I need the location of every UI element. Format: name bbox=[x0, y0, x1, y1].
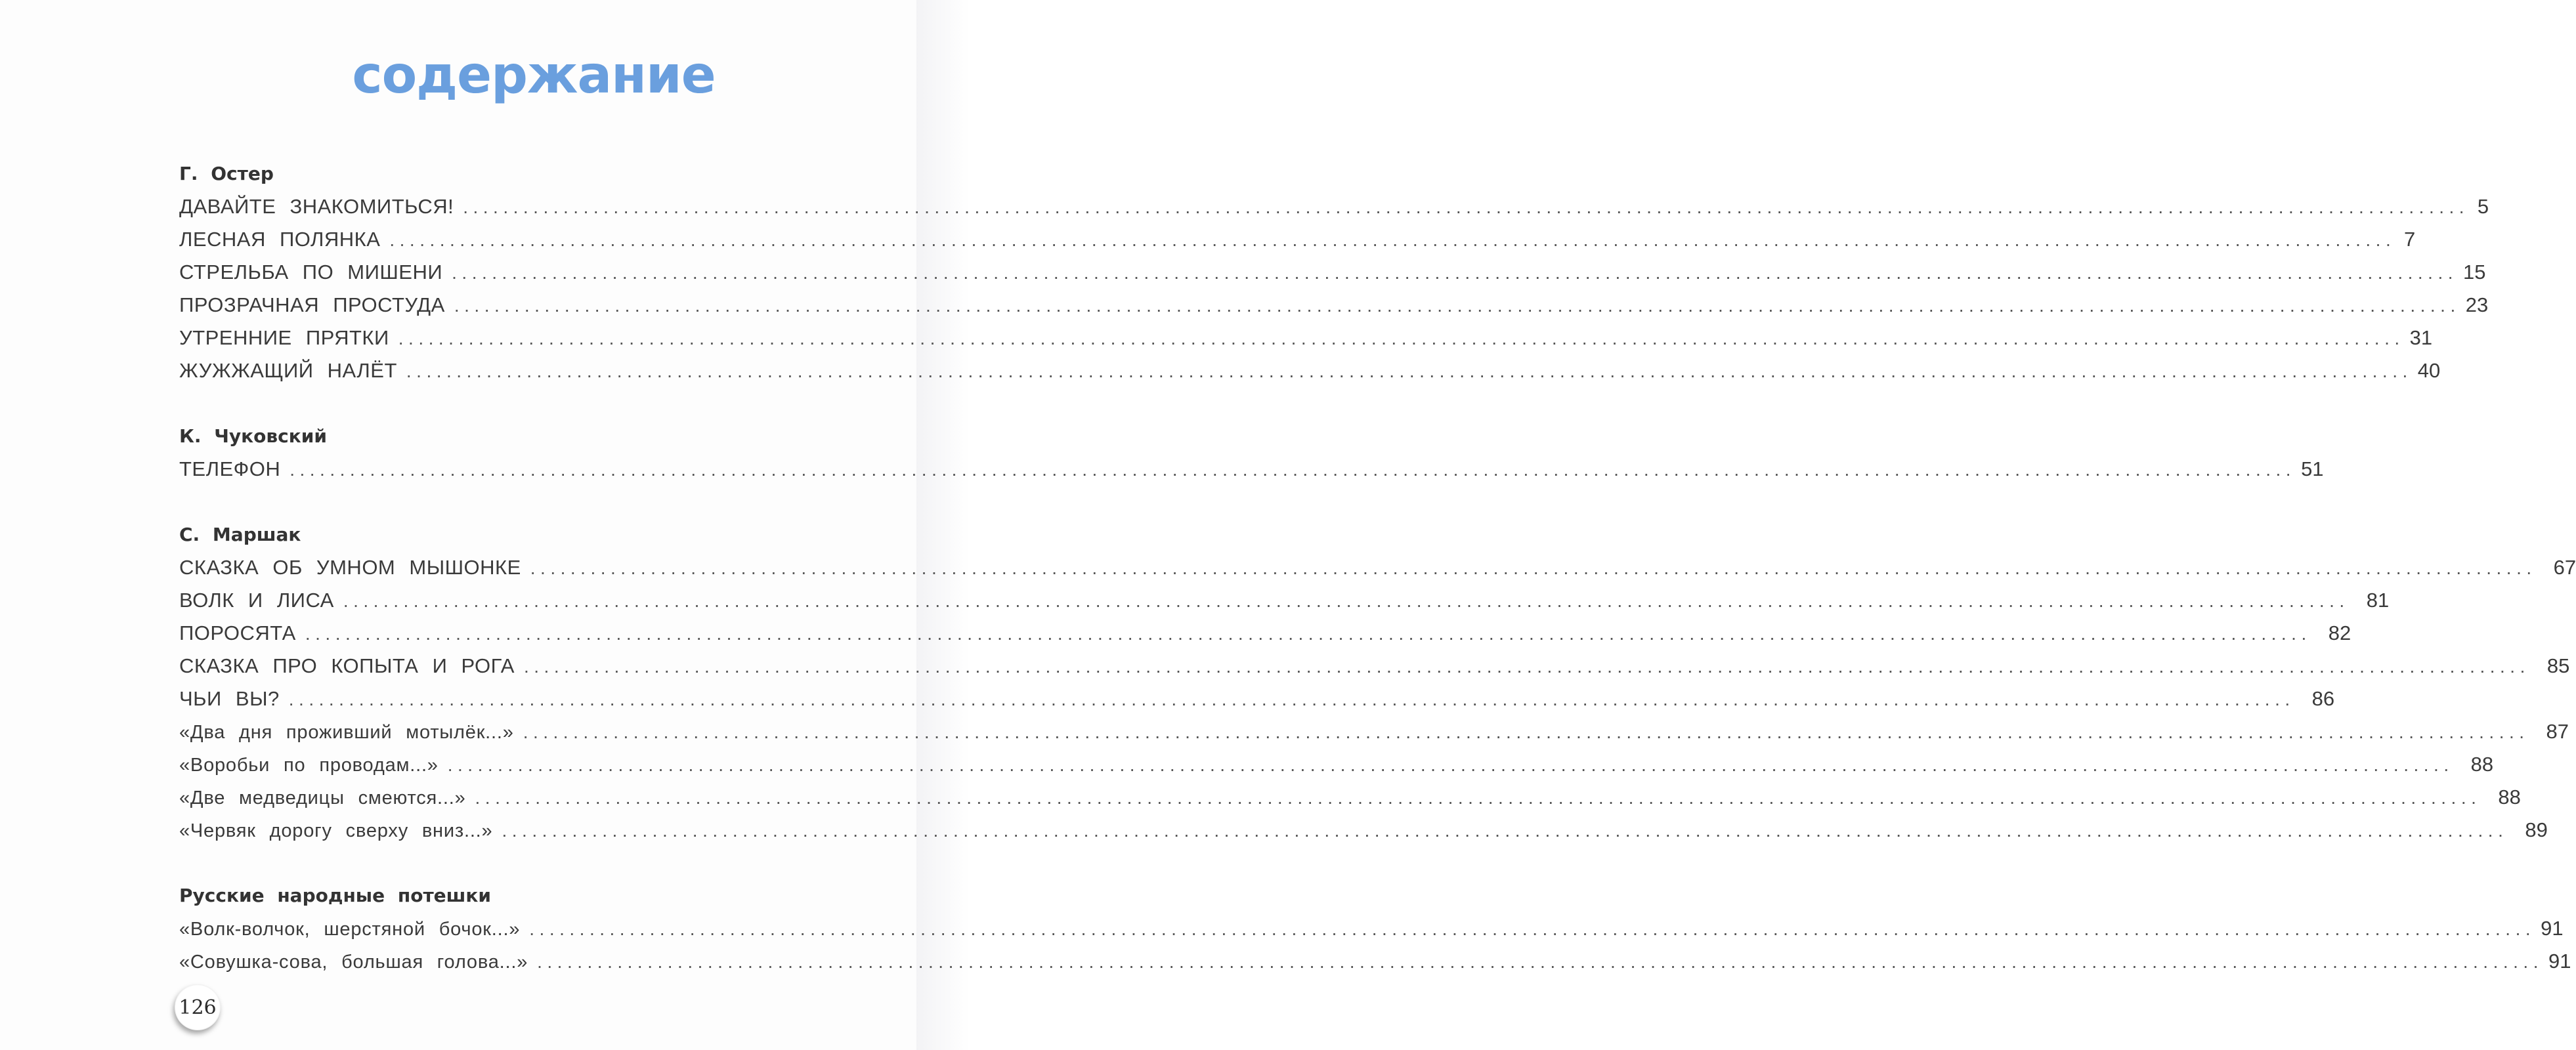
dot-leader: ........................................................................................................................................................................................................ bbox=[523, 656, 2530, 677]
dot-leader: ........................................................................................................................................................................................................ bbox=[475, 788, 2481, 808]
table-of-contents bbox=[179, 158, 2576, 978]
entry-page: 85 bbox=[2546, 654, 2570, 677]
entry-page: 51 bbox=[2301, 457, 2324, 480]
entry-page: 88 bbox=[2498, 786, 2521, 808]
toc-entry bbox=[179, 354, 2441, 387]
toc-entry bbox=[179, 322, 2433, 354]
entry-title: СКАЗКА ПРО КОПЫТА И РОГА bbox=[179, 654, 515, 677]
toc-entry bbox=[179, 617, 2351, 650]
entry-title: «Два дня проживший мотылёк...» bbox=[179, 722, 514, 743]
dot-leader: ........................................................................................................................................................................................................ bbox=[406, 361, 2413, 381]
toc-entry bbox=[179, 912, 2564, 945]
entry-title: ЖУЖЖАЩИЙ НАЛЁТ bbox=[179, 359, 397, 382]
page-edge bbox=[916, 0, 1050, 1050]
toc-entry bbox=[179, 945, 2571, 978]
entry-page: 81 bbox=[2366, 589, 2390, 612]
dot-leader: ........................................................................................................................................................................................................ bbox=[502, 820, 2508, 841]
section-author: С. Маршак bbox=[179, 524, 301, 545]
entry-page: 67 bbox=[2553, 556, 2576, 579]
entry-title: ЛЕСНАЯ ПОЛЯНКА bbox=[179, 228, 381, 251]
toc-entry bbox=[179, 190, 2489, 223]
entry-page: 82 bbox=[2328, 621, 2351, 644]
dot-leader: ........................................................................................................................................................................................................ bbox=[447, 755, 2454, 775]
dot-leader: ........................................................................................................................................................................................................ bbox=[454, 295, 2460, 316]
dot-leader: ........................................................................................................................................................................................................ bbox=[530, 558, 2537, 578]
toc-entry bbox=[179, 584, 2390, 617]
entry-page: 87 bbox=[2546, 720, 2569, 743]
dot-leader: ........................................................................................................................................................................................................ bbox=[305, 623, 2311, 644]
dot-leader: ........................................................................................................................................................................................................ bbox=[389, 230, 2396, 250]
toc-entry bbox=[179, 814, 2548, 847]
entry-title: «Совушка-сова, большая голова...» bbox=[179, 952, 528, 973]
entry-page: 91 bbox=[2548, 950, 2571, 973]
entry-title: УТРЕННИЕ ПРЯТКИ bbox=[179, 326, 389, 349]
dot-leader: ........................................................................................................................................................................................................ bbox=[529, 919, 2536, 939]
toc-entry bbox=[179, 682, 2335, 715]
dot-leader: ........................................................................................................................................................................................................ bbox=[463, 197, 2470, 217]
toc-entry bbox=[179, 289, 2489, 322]
section-author: Г. Остер bbox=[179, 163, 274, 184]
toc-section-chukovsky bbox=[179, 420, 2324, 486]
toc-entry bbox=[179, 748, 2494, 781]
dot-leader: ........................................................................................................................................................................................................ bbox=[290, 459, 2296, 480]
entry-title: СТРЕЛЬБА ПО МИШЕНИ bbox=[179, 261, 443, 284]
toc-entry bbox=[179, 453, 2324, 486]
entry-title: «Две медведицы смеются...» bbox=[179, 788, 466, 808]
dot-leader: ........................................................................................................................................................................................................ bbox=[537, 952, 2543, 972]
dot-leader: ........................................................................................................................................................................................................ bbox=[452, 262, 2458, 283]
page-number-badge: 126 bbox=[175, 984, 221, 1030]
entry-title: «Волк-волчок, шерстяной бочок...» bbox=[179, 919, 521, 940]
entry-title: ПРОЗРАЧНАЯ ПРОСТУДА bbox=[179, 293, 445, 316]
toc-entry bbox=[179, 650, 2570, 682]
entry-title: ПОРОСЯТА bbox=[179, 621, 296, 644]
entry-title: ДАВАЙТЕ ЗНАКОМИТЬСЯ! bbox=[179, 195, 454, 218]
entry-page: 31 bbox=[2409, 326, 2433, 349]
page-title: содержание bbox=[352, 46, 716, 105]
entry-page: 5 bbox=[2477, 195, 2489, 218]
toc-section-folk bbox=[179, 879, 2571, 978]
entry-title: ЧЬИ ВЫ? bbox=[179, 687, 280, 710]
entry-title: СКАЗКА ОБ УМНОМ МЫШОНКЕ bbox=[179, 556, 521, 579]
entry-page: 89 bbox=[2525, 818, 2548, 841]
entry-title: ТЕЛЕФОН bbox=[179, 457, 281, 480]
entry-title: ВОЛК И ЛИСА bbox=[179, 589, 334, 612]
toc-entry bbox=[179, 256, 2486, 289]
dot-leader: ........................................................................................................................................................................................................ bbox=[523, 722, 2529, 742]
entry-page: 15 bbox=[2463, 261, 2486, 284]
entry-page: 86 bbox=[2311, 687, 2335, 710]
entry-title: «Червяк дорогу сверху вниз...» bbox=[179, 820, 493, 841]
section-author: К. Чуковский bbox=[179, 425, 327, 447]
toc-entry bbox=[179, 551, 2576, 584]
toc-entry bbox=[179, 223, 2416, 256]
section-author: Русские народные потешки bbox=[179, 885, 492, 906]
entry-page: 88 bbox=[2470, 753, 2494, 776]
entry-page: 7 bbox=[2403, 228, 2416, 251]
entry-page: 91 bbox=[2541, 917, 2564, 940]
toc-entry bbox=[179, 715, 2569, 748]
toc-section-marshak bbox=[179, 518, 2576, 847]
entry-page: 23 bbox=[2465, 293, 2489, 316]
toc-entry bbox=[179, 781, 2521, 814]
entry-title: «Воробьи по проводам...» bbox=[179, 755, 439, 776]
dot-leader: ........................................................................................................................................................................................................ bbox=[398, 328, 2405, 348]
toc-section-oster bbox=[179, 158, 2489, 387]
dot-leader: ........................................................................................................................................................................................................ bbox=[288, 689, 2295, 709]
dot-leader: ........................................................................................................................................................................................................ bbox=[343, 591, 2350, 611]
entry-page: 40 bbox=[2417, 359, 2441, 382]
